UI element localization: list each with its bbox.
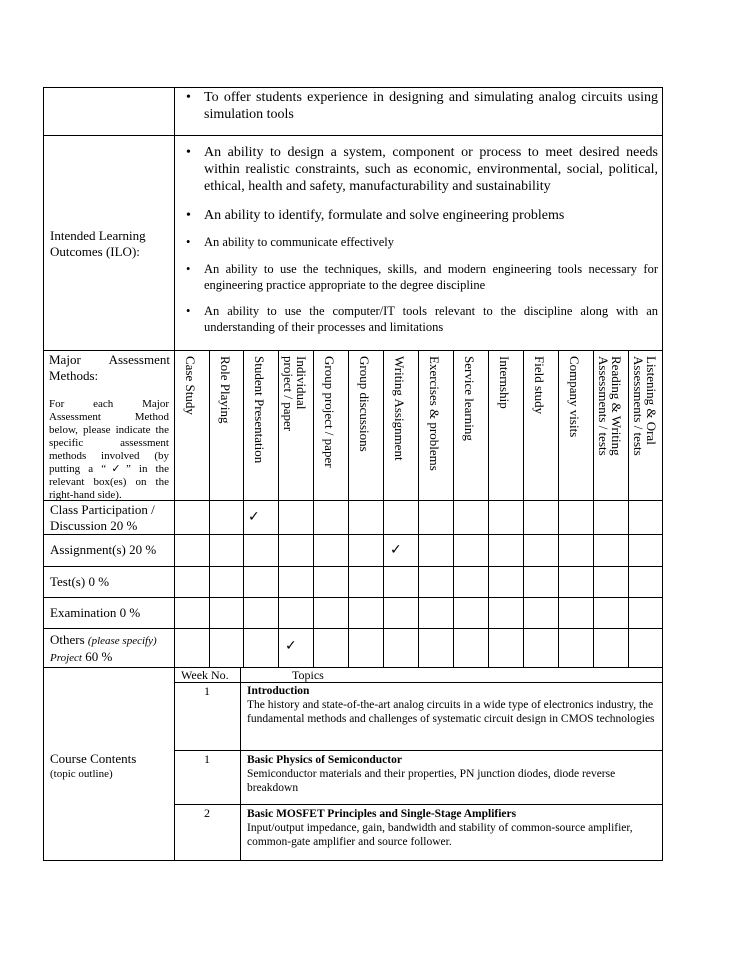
column-header: Group discussions [357,356,372,452]
column-header: Listening & Oral Assessments / tests [631,356,659,456]
others-note: (please specify) [87,635,157,647]
column-header: Student Presentation [252,356,267,464]
column-header: Exercises & problems [427,356,442,471]
week-number: 1 [204,752,210,766]
topic-desc: The history and state-of-the-art analog circuits in a wide type of electronics industry, the fundamental methods and challenges of systematic circuit design in CMOS technologies [247,699,655,725]
topic-title: Introduction [247,685,310,697]
ilo-label: Intended Learning Outcomes (ILO): [50,228,146,259]
ilo-bullet-list [180,144,658,335]
list-item: • An ability to design a system, component or process to meet desired needs within realistic constraints, such as economic, environmental, social, political, ethical, health and safety, manufacturability and sustainability [180,144,658,195]
topics-header: Topics [292,668,324,682]
week-header: Week No. [181,668,229,682]
topic-title: Basic MOSFET Principles and Single-Stage Amplifiers [247,808,517,820]
check-icon: ✓ [390,542,402,558]
column-header: Role Playing [218,356,233,424]
others-percent: 60 % [85,649,113,664]
list-item: • An ability to use the computer/IT tools relevant to the discipline along with an understanding of their processes and limitations [180,303,658,335]
course-label: Course Contents [50,751,137,766]
assessment-row-label: Test(s) 0 % [50,574,110,589]
check-icon: ✓ [285,638,297,654]
check-icon: ✓ [248,509,260,525]
assessment-title: Major Assessment Methods: [49,352,170,383]
week-column-divider [240,667,241,861]
topic-desc: Semiconductor materials and their properties, PN junction diodes, diode reverse breakdown [247,768,616,794]
list-item: • An ability to identify, formulate and solve engineering problems [180,207,658,224]
column-header: Writing Assignment [392,356,407,461]
assessment-row-label-others [50,632,174,666]
topic-item [247,807,659,849]
column-header: Internship [497,356,512,409]
topic-title: Basic Physics of Semiconductor [247,754,402,766]
topic-desc: Input/output impedance, gain, bandwidth and stability of common-source amplifier, common-gate amplifier and source follower. [247,822,633,848]
topic-item [247,684,659,726]
column-header: Reading & Writing Assessments / tests [596,356,624,456]
assessment-instruction: For each Major Assessment Method below, please indicate the specific assessment methods involved (by putting a “✓” in the relevant box(es) on the right-hand side). [49,398,169,501]
top-bullet-list [180,89,658,123]
column-header: Company visits [567,356,582,438]
others-sub: Project [50,652,82,664]
others-label: Others [50,632,85,647]
label-column-divider [174,87,175,861]
topic-item [247,753,659,795]
week-number: 2 [204,806,210,820]
assessment-row-label: Assignment(s) 20 % [50,542,157,557]
week-number: 1 [204,684,210,698]
column-header: Service learning [462,356,477,441]
list-item: • An ability to communicate effectively [180,234,658,251]
list-item: • An ability to use the techniques, skills, and modern engineering tools necessary for engineering practice appropriate to the degree discipline [180,261,658,293]
course-sublabel: (topic outline) [50,768,113,780]
list-item: • To offer students experience in designing and simulating analog circuits using simulation tools [180,89,658,123]
column-header: Field study [532,356,547,415]
assessment-row-label: Class Participation / Discussion 20 % [50,502,155,533]
column-header: Case Study [183,356,198,415]
assessment-row-label: Examination 0 % [50,605,141,620]
column-header: Group project / paper [322,356,337,468]
column-header: Individual project / paper [281,356,309,432]
